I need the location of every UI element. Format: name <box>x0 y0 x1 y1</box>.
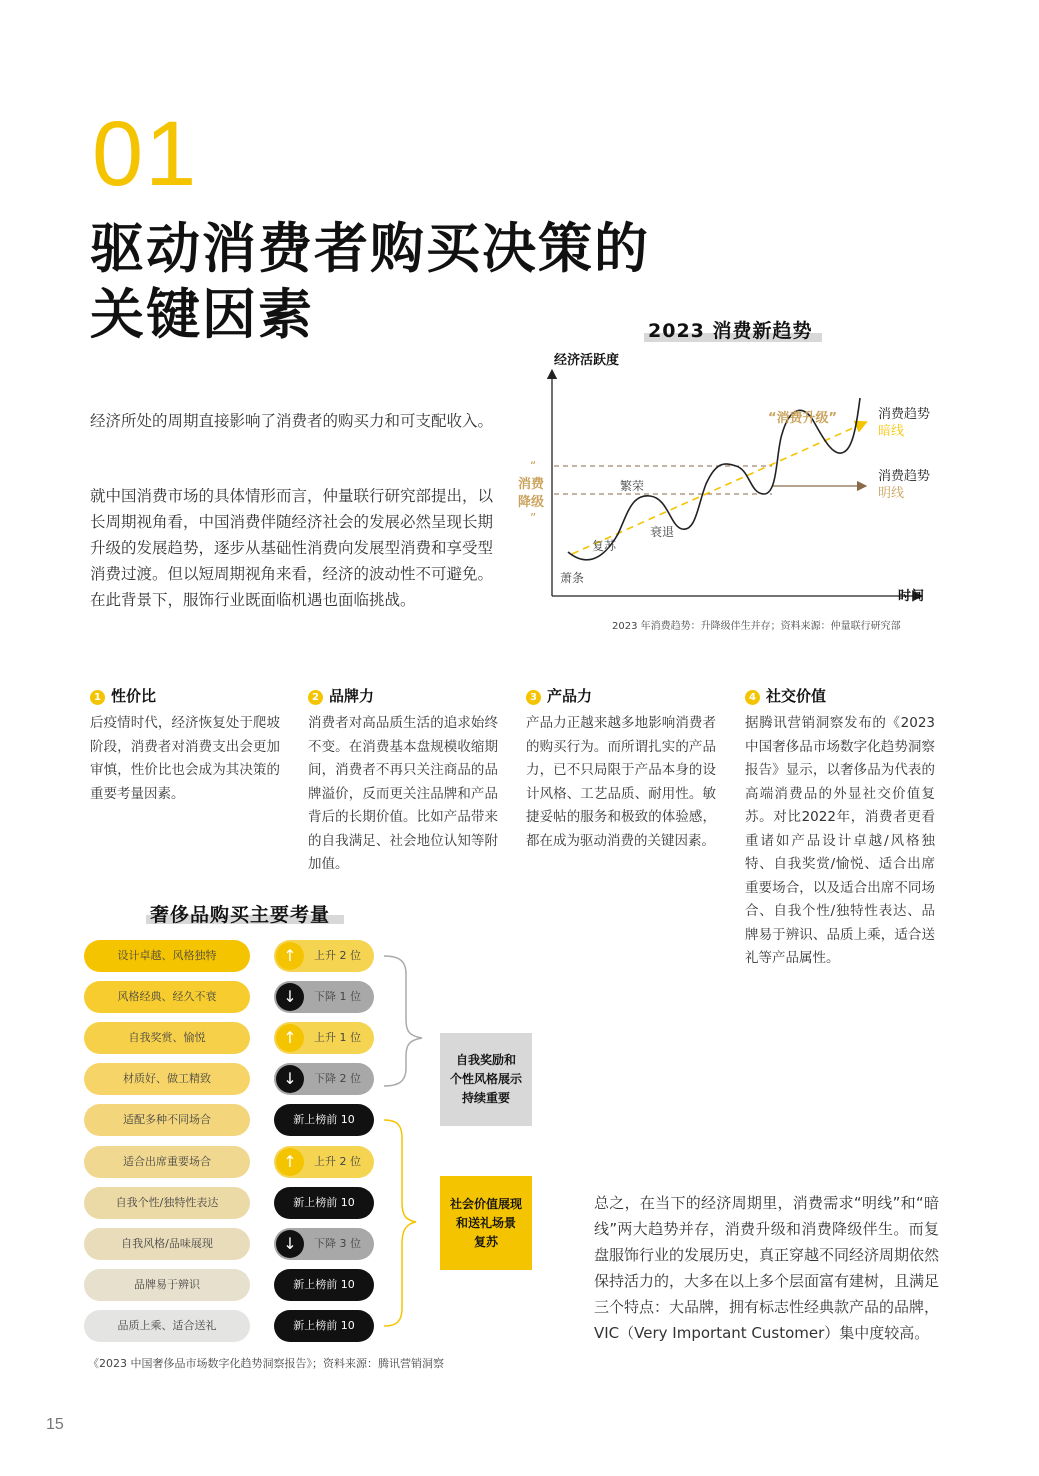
pillar-2-title: 品牌力 <box>329 687 375 705</box>
rank-change-pill <box>274 1146 374 1178</box>
arrow-down-icon: ↓ <box>276 1230 304 1258</box>
rank-change-pill <box>274 1187 374 1219</box>
bright-trend-label-1: 消费趋势 <box>878 469 931 484</box>
luxury-source: 《2023 中国奢侈品市场数字化趋势洞察报告》；资料来源：腾讯营销洞察 <box>88 1357 444 1370</box>
pillar-4-heading <box>745 685 826 706</box>
group-2-bracket <box>384 1120 416 1326</box>
rank-change-label: 上升 2 位 <box>314 1155 361 1168</box>
group-1-line-1: 自我奖励和 <box>455 1053 516 1067</box>
group-2-box <box>440 1176 532 1270</box>
rank-change-pill <box>274 1310 374 1342</box>
phase-label-depression: 萧条 <box>560 571 585 585</box>
phase-label-recovery: 复苏 <box>592 539 617 553</box>
trend-chart-title: 2023 消费新趋势 <box>648 320 813 342</box>
trend-chart <box>510 344 950 614</box>
rank-change-label: 新上榜前 10 <box>293 1113 355 1126</box>
number-badge-icon: 1 <box>90 690 105 705</box>
page-number: 15 <box>46 1416 64 1433</box>
dark-trend-line <box>572 424 862 554</box>
factor-pill: 品牌易于辨识 <box>84 1269 250 1301</box>
factor-pill: 设计卓越、风格独特 <box>84 940 250 972</box>
pillar-2-text: 消费者对高品质生活的追求始终不变。在消费基本盘规模收缩期间，消费者不再只关注商品的品牌溢价，反而更关注品牌和产品背后的长期价值。比如产品带来的自我满足、社会地位认知等附加值。 <box>308 715 498 872</box>
arrow-up-icon: ↑ <box>276 942 304 970</box>
conclusion-paragraph: 总之，在当下的经济周期里，消费需求“明线”和“暗线”两大趋势并存，消费升级和消费降级伴生。而复盘服饰行业的发展历史，真正穿越不同经济周期依然保持活力的，大多在以上多个层面富有建树，且满足三个特点：大品牌，拥有标志性经典款产品的品牌，VIC（Very Important Customer）集中度较高。 <box>594 1194 940 1342</box>
page-title-line-2: 关键因素 <box>90 283 314 346</box>
rank-change-pill <box>274 1022 374 1054</box>
pillar-4-title: 社交价值 <box>766 687 827 705</box>
bright-trend-label-2: 明线 <box>878 486 905 501</box>
rank-change-pill <box>274 981 374 1013</box>
factor-pill: 自我奖赏、愉悦 <box>84 1022 250 1054</box>
upgrade-label: “消费升级” <box>768 411 838 426</box>
number-badge-icon: 3 <box>526 690 541 705</box>
page-title-line-1: 驱动消费者购买决策的 <box>90 217 650 280</box>
dark-trend-label-2: 暗线 <box>878 424 905 439</box>
factor-pill: 材质好、做工精致 <box>84 1063 250 1095</box>
pillar-4-text: 据腾讯营销洞察发布的《2023中国奢侈品市场数字化趋势洞察报告》显示，以奢侈品为代表的高端消费品的外显社交价值复苏。对比2022年，消费者更看重诸如产品设计卓越/风格独特、自我奖赏/愉悦、适合出席重要场合，以及适合出席不同场合、自我个性/独特性表达、品牌易于辨识、品质上乘，适合送礼等产品属性。 <box>745 715 935 966</box>
section-number: 01 <box>92 103 199 205</box>
y-axis-label: 经济活跃度 <box>554 353 620 368</box>
downgrade-quote-close: ” <box>530 511 537 525</box>
phase-label-recession: 衰退 <box>650 525 675 539</box>
rank-change-label: 新上榜前 10 <box>293 1196 355 1209</box>
factor-pill: 风格经典、经久不衰 <box>84 981 250 1013</box>
group-1-bracket <box>384 956 422 1086</box>
downgrade-line-2: 降级 <box>518 495 545 510</box>
rank-change-label: 新上榜前 10 <box>293 1278 355 1291</box>
pillar-2-heading <box>308 685 374 706</box>
x-axis-label: 时间 <box>898 589 925 604</box>
number-badge-icon: 2 <box>308 690 323 705</box>
pillar-1-title: 性价比 <box>111 687 157 705</box>
rank-change-pill <box>274 1269 374 1301</box>
pillar-1-heading <box>90 685 156 706</box>
rank-change-label: 新上榜前 10 <box>293 1319 355 1332</box>
dark-trend-label-1: 消费趋势 <box>878 407 931 422</box>
number-badge-icon: 4 <box>745 690 760 705</box>
downgrade-line-1: 消费 <box>518 477 545 492</box>
rank-change-label: 下降 3 位 <box>314 1237 361 1250</box>
rank-change-pill <box>274 940 374 972</box>
rank-change-label: 下降 2 位 <box>314 1072 361 1085</box>
trend-chart-caption: 2023 年消费趋势：升降级伴生并存；资料来源：仲量联行研究部 <box>612 621 901 632</box>
factor-pill: 自我个性/独特性表达 <box>84 1187 250 1219</box>
arrow-down-icon: ↓ <box>276 983 304 1011</box>
factor-pill: 品质上乘、适合送礼 <box>84 1310 250 1342</box>
rank-change-label: 下降 1 位 <box>314 990 361 1003</box>
rank-change-pill <box>274 1104 374 1136</box>
factor-pill: 自我风格/品味展现 <box>84 1228 250 1260</box>
group-brackets <box>376 940 446 1350</box>
rank-change-label: 上升 1 位 <box>314 1031 361 1044</box>
group-2-line-3: 复苏 <box>473 1234 498 1249</box>
intro-paragraph-1: 经济所处的周期直接影响了消费者的购买力和可支配收入。 <box>90 412 494 430</box>
pillar-3-heading <box>526 685 592 706</box>
pillar-3-title: 产品力 <box>547 687 593 705</box>
intro-paragraph-2: 就中国消费市场的具体情形而言，仲量联行研究部提出，以长周期视角看，中国消费伴随经济社会的发展必然呈现长期升级的发展趋势，逐步从基础性消费向发展型消费和享受型消费过渡。但以短周期视角来看，经济的波动性不可避免。在此背景下，服饰行业既面临机遇也面临挑战。 <box>90 487 494 609</box>
phase-label-prosperity: 繁荣 <box>620 479 645 493</box>
rank-change-pill <box>274 1063 374 1095</box>
group-2-line-2: 和送礼场景 <box>455 1215 516 1230</box>
factor-pill: 适合出席重要场合 <box>84 1146 250 1178</box>
pillar-3-text: 产品力正越来越多地影响消费者的购买行为。而所谓扎实的产品力，已不只局限于产品本身的设计风格、工艺品质、耐用性。敏捷妥帖的服务和极致的体验感，都在成为驱动消费的关键因素。 <box>526 715 716 849</box>
arrow-down-icon: ↓ <box>276 1065 304 1093</box>
luxury-title: 奢侈品购买主要考量 <box>150 904 331 926</box>
rank-change-label: 上升 2 位 <box>314 949 361 962</box>
factor-pill: 适配多种不同场合 <box>84 1104 250 1136</box>
rank-change-pill <box>274 1228 374 1260</box>
arrow-up-icon: ↑ <box>276 1024 304 1052</box>
downgrade-quote-open: “ <box>530 459 537 473</box>
group-1-box <box>440 1033 532 1126</box>
group-1-line-3: 持续重要 <box>461 1091 510 1105</box>
group-2-line-1: 社会价值展现 <box>449 1196 522 1211</box>
arrow-up-icon: ↑ <box>276 1148 304 1176</box>
group-1-line-2: 个性风格展示 <box>449 1072 522 1086</box>
pillar-1-text: 后疫情时代，经济恢复处于爬坡阶段，消费者对消费支出会更加审慎，性价比也会成为其决策的重要考量因素。 <box>90 715 280 802</box>
